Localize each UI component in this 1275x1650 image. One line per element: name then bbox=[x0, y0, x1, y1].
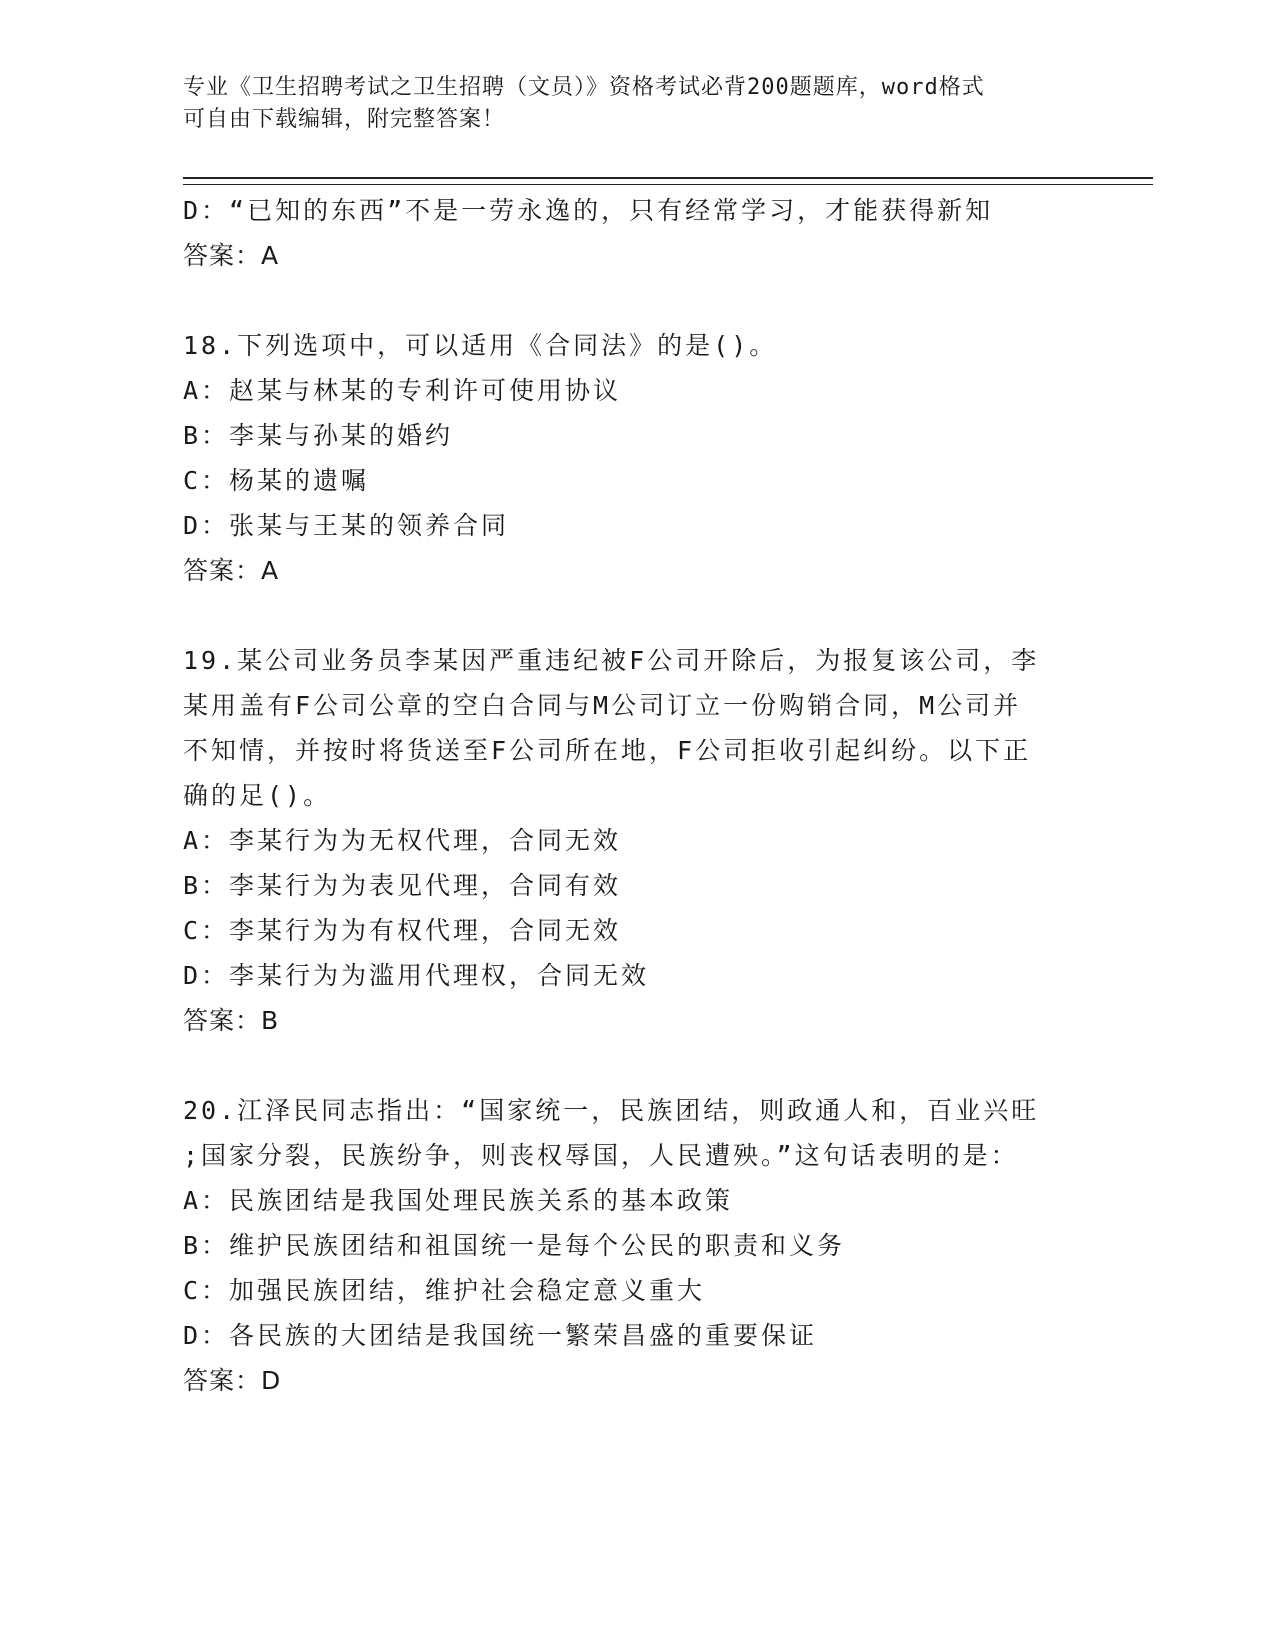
question-stem: 18.下列选项中，可以适用《合同法》的是()。 bbox=[183, 331, 778, 360]
question-18 bbox=[183, 323, 1083, 593]
header-title-line-1: 专业《卫生招聘考试之卫生招聘（文员）》资格考试必背200题题库，word格式 bbox=[183, 75, 985, 100]
option-a: A：民族团结是我国处理民族关系的基本政策 bbox=[183, 1186, 734, 1215]
option-a: A：李某行为为无权代理，合同无效 bbox=[183, 826, 622, 855]
option-d: D：各民族的大团结是我国统一繁荣昌盛的重要保证 bbox=[183, 1321, 818, 1350]
question-stem-line: 20.江泽民同志指出：“国家统一，民族团结，则政通人和，百业兴旺 bbox=[183, 1096, 1040, 1125]
question-20 bbox=[183, 1088, 1083, 1403]
question-19 bbox=[183, 638, 1083, 1043]
page-header bbox=[183, 72, 1063, 136]
option-c: C：杨某的遗嘱 bbox=[183, 466, 370, 495]
option-b: B：李某行为为表见代理，合同有效 bbox=[183, 871, 622, 900]
question-stem-line: 确的足()。 bbox=[183, 781, 332, 810]
option-c: C：加强民族团结，维护社会稳定意义重大 bbox=[183, 1276, 706, 1305]
option-b: B：李某与孙某的婚约 bbox=[183, 421, 454, 450]
answer-line: 答案：D bbox=[183, 1366, 282, 1395]
question-stem-line: 不知情，并按时将货送至F公司所在地，F公司拒收引起纠纷。以下正 bbox=[183, 736, 1032, 765]
previous-question-tail bbox=[183, 188, 1083, 278]
question-stem-line: 19.某公司业务员李某因严重违纪被F公司开除后，为报复该公司，李 bbox=[183, 646, 1040, 675]
question-list bbox=[183, 188, 1083, 1403]
answer-line: 答案：A bbox=[183, 241, 280, 270]
question-stem-line: 某用盖有F公司公章的空白合同与M公司订立一份购销合同，M公司并 bbox=[183, 691, 1022, 720]
header-rule-thin bbox=[183, 184, 1153, 185]
answer-line: 答案：B bbox=[183, 1006, 280, 1035]
option-a: A：赵某与林某的专利许可使用协议 bbox=[183, 376, 622, 405]
question-stem-line: ;国家分裂，民族纷争，则丧权辱国，人民遭殃。”这句话表明的是： bbox=[183, 1141, 1019, 1170]
option-d: D：“已知的东西”不是一劳永逸的，只有经常学习，才能获得新知 bbox=[183, 196, 994, 225]
answer-line: 答案：A bbox=[183, 556, 280, 585]
option-b: B：维护民族团结和祖国统一是每个公民的职责和义务 bbox=[183, 1231, 846, 1260]
option-c: C：李某行为为有权代理，合同无效 bbox=[183, 916, 622, 945]
option-d: D：张某与王某的领养合同 bbox=[183, 511, 510, 540]
header-title-line-2: 可自由下载编辑，附完整答案！ bbox=[183, 107, 506, 132]
header-rule-thick bbox=[183, 177, 1153, 179]
option-d: D：李某行为为滥用代理权，合同无效 bbox=[183, 961, 650, 990]
